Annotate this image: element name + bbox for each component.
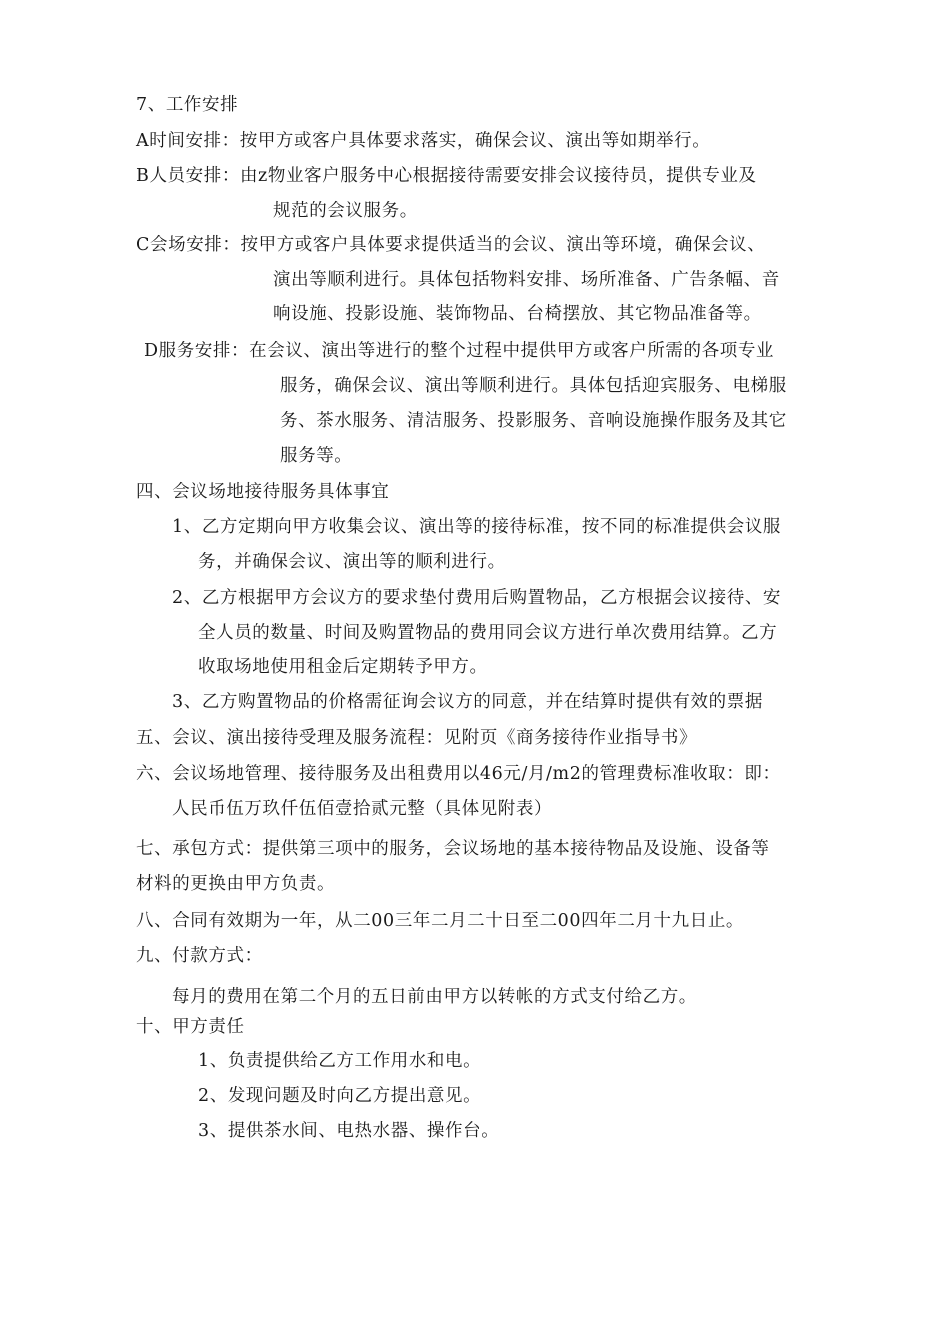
section-5-line: 五、会议、演出接待受理及服务流程：见附页《商务接待作业指导书》: [136, 728, 698, 748]
section-4-item-2-cont-2: 收取场地使用租金后定期转予甲方。: [198, 657, 488, 677]
service-arrangement-line-4: 服务等。: [280, 446, 353, 466]
section-6-line: 六、会议场地管理、接待服务及出租费用以46元/月/m2的管理费标准收取：即：: [136, 764, 781, 784]
section-4-item-1-cont: 务，并确保会议、演出等的顺利进行。: [198, 552, 506, 572]
venue-arrangement-line-3: 响设施、投影设施、装饰物品、台椅摆放、其它物品准备等。: [273, 304, 762, 324]
section-6-line-2: 人民币伍万玖仟伍佰壹拾贰元整（具体见附表）: [172, 799, 553, 819]
venue-arrangement-line-2: 演出等顺利进行。具体包括物料安排、场所准备、广告条幅、音: [273, 270, 780, 290]
section-10-item-3: 3、提供茶水间、电热水器、操作台。: [198, 1121, 500, 1141]
section-10-title: 十、甲方责任: [136, 1017, 245, 1037]
staff-arrangement-line-2: 规范的会议服务。: [273, 201, 418, 221]
section-9-title: 九、付款方式：: [136, 946, 263, 966]
section-4-title: 四、会议场地接待服务具体事宜: [136, 482, 390, 502]
venue-arrangement-line: C会场安排：按甲方或客户具体要求提供适当的会议、演出等环境，确保会议、: [136, 235, 766, 255]
section-10-item-2: 2、发现问题及时向乙方提出意见。: [198, 1086, 482, 1106]
section-8-line: 八、合同有效期为一年，从二00三年二月二十日至二00四年二月十九日止。: [136, 911, 745, 931]
section-4-item-2-cont: 全人员的数量、时间及购置物品的费用同会议方进行单次费用结算。乙方: [198, 623, 778, 643]
section-4-item-1: 1、乙方定期向甲方收集会议、演出等的接待标准，按不同的标准提供会议服: [172, 517, 782, 537]
section-10-item-1: 1、负责提供给乙方工作用水和电。: [198, 1051, 482, 1071]
service-arrangement-line-3: 务、茶水服务、清洁服务、投影服务、音响设施操作服务及其它: [280, 411, 787, 431]
time-arrangement-line: A时间安排：按甲方或客户具体要求落实，确保会议、演出等如期举行。: [136, 131, 711, 151]
service-arrangement-line-2: 服务，确保会议、演出等顺利进行。具体包括迎宾服务、电梯服: [280, 376, 787, 396]
section-4-item-3: 3、乙方购置物品的价格需征询会议方的同意，并在结算时提供有效的票据: [172, 692, 763, 712]
section-7b-line: 七、承包方式：提供第三项中的服务，会议场地的基本接待物品及设施、设备等: [136, 839, 770, 859]
staff-arrangement-line: B人员安排：由z物业客户服务中心根据接待需要安排会议接待员，提供专业及: [136, 166, 757, 186]
section-9-body: 每月的费用在第二个月的五日前由甲方以转帐的方式支付给乙方。: [172, 987, 697, 1007]
section-7b-line-2: 材料的更换由甲方负责。: [136, 874, 336, 894]
section-7-title: 7、工作安排: [136, 95, 239, 115]
section-4-item-2: 2、乙方根据甲方会议方的要求垫付费用后购置物品，乙方根据会议接待、安: [172, 588, 782, 608]
service-arrangement-line: D服务安排：在会议、演出等进行的整个过程中提供甲方或客户所需的各项专业: [144, 341, 775, 361]
